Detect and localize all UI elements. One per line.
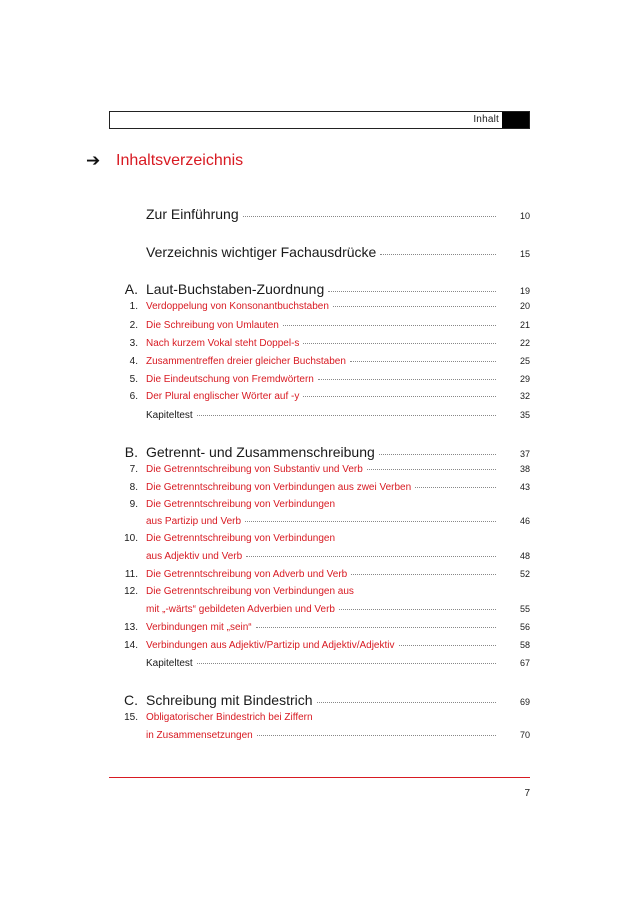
dot-leader	[243, 215, 496, 217]
dot-leader	[367, 468, 496, 470]
toc-num: 12.	[124, 586, 138, 597]
toc-label: Die Eindeutschung von Fremdwörtern	[146, 374, 314, 385]
toc-title	[86, 151, 244, 170]
toc-label: Die Getrenntschreibung von Substantiv und Verb	[146, 464, 363, 475]
toc-label-line2: aus Partizip und Verb	[146, 516, 242, 527]
toc-label: Zur Einführung	[146, 206, 239, 222]
toc-row-11[interactable]: 11. Die Getrenntschreibung von Adverb und Verb 52	[124, 569, 530, 580]
section-letter: C.	[124, 692, 138, 708]
toc-row-8[interactable]: 8. Die Getrenntschreibung von Verbindungen aus zwei Verben 43	[129, 482, 530, 493]
dot-leader	[351, 573, 496, 575]
toc-num: 15.	[124, 712, 138, 723]
toc-label: Der Plural englischer Wörter auf -y	[146, 391, 300, 402]
toc-row-1[interactable]: 1. Verdoppelung von Konsonantbuchstaben 20	[129, 301, 530, 312]
toc-label: Die Getrenntschreibung von Verbindungen aus zwei Verben	[146, 482, 412, 493]
footer-rule	[109, 777, 530, 778]
section-title: Getrennt- und Zusammenschreibung	[146, 444, 375, 460]
toc-label: Die Getrenntschreibung von Adverb und Verb	[146, 569, 348, 580]
dot-leader	[257, 734, 496, 736]
toc-section-c[interactable]: C. Schreibung mit Bindestrich 69	[110, 692, 530, 708]
toc-row-6[interactable]: 6. Der Plural englischer Wörter auf -y 32	[129, 391, 530, 402]
dot-leader	[317, 701, 496, 703]
toc-row-test-b[interactable]: Kapiteltest 67	[146, 658, 530, 669]
dot-leader	[245, 520, 496, 522]
dot-leader	[303, 342, 496, 344]
arrow-right-icon: ➔	[86, 151, 101, 170]
section-letter: A.	[124, 281, 138, 297]
toc-row-test-a[interactable]: Kapiteltest 35	[146, 410, 530, 421]
header-label: Inhalt	[473, 114, 499, 125]
toc-label: Zusammentreffen dreier gleicher Buchstaben	[146, 356, 346, 367]
header-bar	[109, 111, 530, 129]
toc-row-7[interactable]: 7. Die Getrenntschreibung von Substantiv und Verb 38	[129, 464, 530, 475]
toc-num: 10.	[124, 533, 138, 544]
section-title: Schreibung mit Bindestrich	[146, 692, 313, 708]
toc-page: 15	[519, 249, 530, 259]
dot-leader	[399, 644, 497, 646]
toc-row-13[interactable]: 13. Verbindungen mit „sein“ 56	[124, 622, 530, 633]
toc-num: 9.	[129, 499, 138, 510]
dot-leader	[339, 608, 496, 610]
toc-row-3[interactable]: 3. Nach kurzem Vokal steht Doppel-s 22	[129, 338, 530, 349]
toc-label-line2: aus Adjektiv und Verb	[146, 551, 243, 562]
toc-label: Verbindungen aus Adjektiv/Partizip und Adjektiv/Adjektiv	[146, 640, 395, 651]
toc-row-10[interactable]: aus Adjektiv und Verb 48	[146, 551, 530, 562]
toc-row-5[interactable]: 5. Die Eindeutschung von Fremdwörtern 29	[129, 374, 530, 385]
dot-leader	[328, 290, 496, 292]
toc-row-intro[interactable]	[110, 206, 530, 222]
dot-leader	[333, 305, 496, 307]
toc-label-line2: mit „-wärts“ gebildeten Adverbien und Verb	[146, 604, 335, 615]
dot-leader	[283, 324, 496, 326]
toc-label: Nach kurzem Vokal steht Doppel-s	[146, 338, 300, 349]
toc-page: 10	[519, 211, 530, 221]
toc-label-line1[interactable]: Die Getrenntschreibung von Verbindungen aus	[146, 586, 354, 597]
toc-label: Verbindungen mit „sein“	[146, 622, 252, 633]
toc-label: Kapiteltest	[146, 410, 193, 421]
dot-leader	[318, 378, 496, 380]
toc-title-text: Inhaltsverzeichnis	[116, 152, 244, 169]
section-title: Laut-Buchstaben-Zuordnung	[146, 281, 325, 297]
toc-section-a[interactable]	[110, 281, 530, 297]
dot-leader	[303, 395, 496, 397]
dot-leader	[197, 662, 496, 664]
dot-leader	[380, 253, 496, 255]
toc-label: Kapiteltest	[146, 658, 193, 669]
toc-page: 19	[519, 286, 530, 296]
toc-label-line1[interactable]: Obligatorischer Bindestrich bei Ziffern	[146, 712, 313, 723]
dot-leader	[256, 626, 496, 628]
dot-leader	[197, 414, 496, 416]
toc-row-12[interactable]: mit „-wärts“ gebildeten Adverbien und Verb 55	[146, 604, 530, 615]
toc-section-b[interactable]: B. Getrennt- und Zusammenschreibung 37	[110, 444, 530, 460]
header-black-block	[502, 112, 529, 128]
toc-row-2[interactable]: 2. Die Schreibung von Umlauten 21	[129, 320, 530, 331]
dot-leader	[350, 360, 496, 362]
dot-leader	[246, 555, 496, 557]
dot-leader	[415, 486, 496, 488]
section-letter: B.	[124, 444, 138, 460]
toc-label-line2: in Zusammensetzungen	[146, 730, 253, 741]
toc-label: Verzeichnis wichtiger Fachausdrücke	[146, 244, 377, 260]
dot-leader	[379, 453, 496, 455]
toc-row-15[interactable]: in Zusammensetzungen 70	[146, 730, 530, 741]
page-number: 7	[524, 788, 530, 799]
toc-row-14[interactable]: 14. Verbindungen aus Adjektiv/Partizip und Adjektiv/Adjektiv 58	[124, 640, 530, 651]
toc-label: Verdoppelung von Konsonantbuchstaben	[146, 301, 329, 312]
toc-label: Die Schreibung von Umlauten	[146, 320, 279, 331]
toc-row-4[interactable]: 4. Zusammentreffen dreier gleicher Buchstaben 25	[129, 356, 530, 367]
toc-row-9[interactable]: aus Partizip und Verb 46	[146, 516, 530, 527]
toc-label-line1[interactable]: Die Getrenntschreibung von Verbindungen	[146, 533, 336, 544]
toc-row-terms[interactable]	[110, 244, 530, 260]
toc-label-line1[interactable]: Die Getrenntschreibung von Verbindungen	[146, 499, 336, 510]
